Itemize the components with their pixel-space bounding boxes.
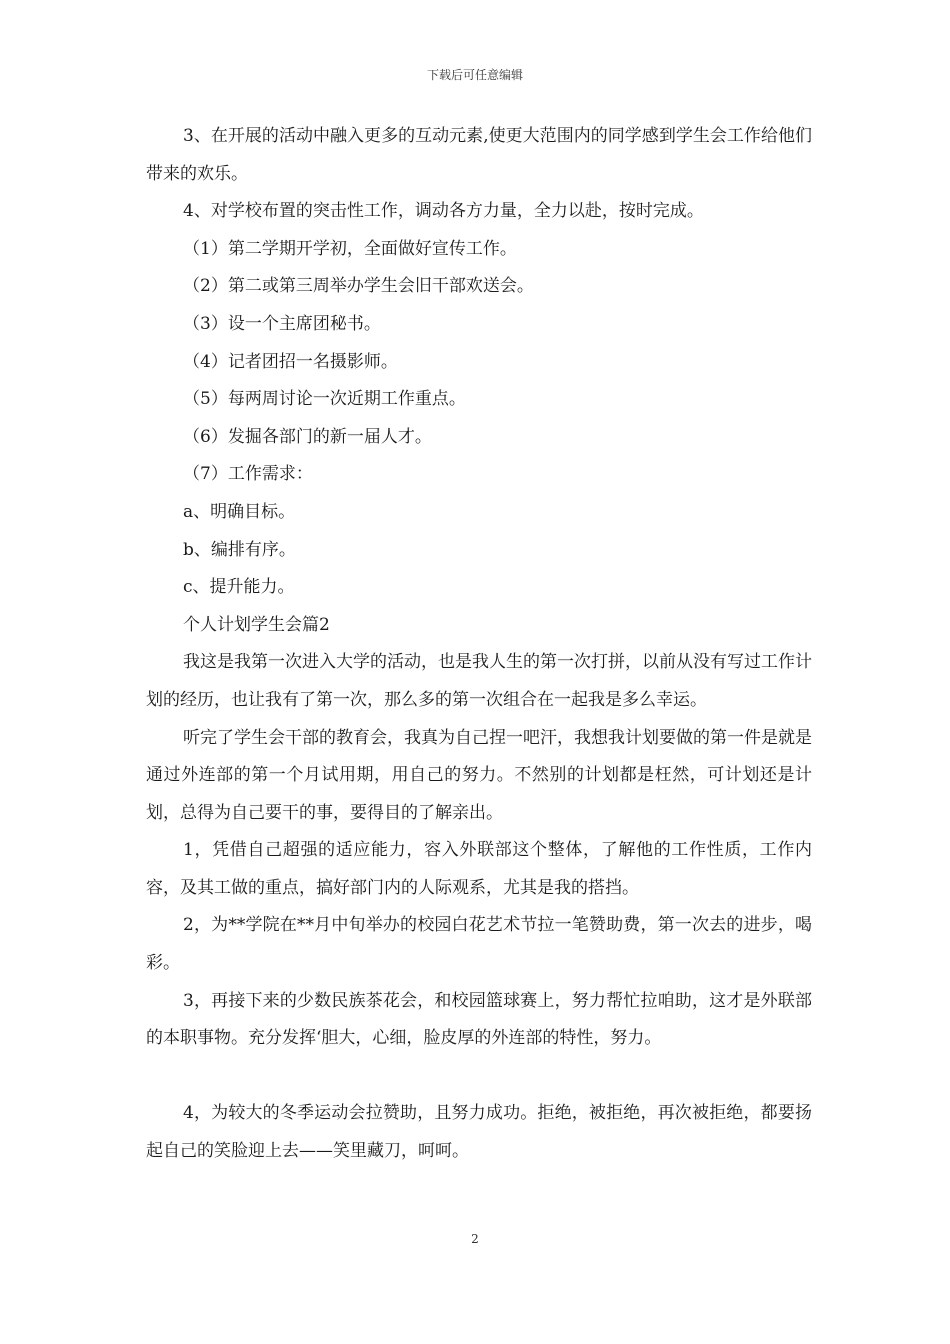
sub-item-c: c、提升能力。 xyxy=(183,577,295,598)
paragraph-plan-3: 3，再接下来的少数民族茶花会，和校园篮球赛上，努力帮忙拉咱助，这才是外联部的本职事物。充分发挥‘胆大，心细，脸皮厚的外连部的特性，努力。 xyxy=(146,990,812,1049)
list-item-5: （5）每两周讨论一次近期工作重点。 xyxy=(183,389,466,410)
page-header: 下载后可任意编辑 xyxy=(426,68,523,82)
list-item-2: （2）第二或第三周举办学生会旧干部欢送会。 xyxy=(183,276,534,297)
sub-item-a: a、明确目标。 xyxy=(183,501,296,522)
paragraph-plan-4: 4，为较大的冬季运动会拉赞助，且努力成功。拒绝，被拒绝，再次被拒绝，都要扬起自己的笑脸迎上去——笑里藏刀，呵呵。 xyxy=(146,1103,812,1162)
list-item-6: （6）发掘各部门的新一届人才。 xyxy=(183,426,432,447)
list-item-7: （7）工作需求： xyxy=(183,464,313,485)
paragraph-plan-2: 2，为**学院在**月中旬举办的校园白花艺术节拉一笔赞助费，第一次去的进步，喝彩。 xyxy=(146,915,812,974)
paragraph-3-interaction: 3、在开展的活动中融入更多的互动元素,使更大范围内的同学感到学生会工作给他们带来的欢乐。 xyxy=(146,126,812,184)
paragraph-plan-1: 1，凭借自己超强的适应能力，容入外联部这个整体，了解他的工作性质，工作内容，及其工做的重点，搞好部门内的人际观系，尤其是我的搭挡。 xyxy=(146,840,812,898)
blank-line xyxy=(146,1058,812,1096)
page-number: 2 xyxy=(471,1232,479,1246)
paragraph-4-urgent-work: 4、对学校布置的突击性工作，调动各方力量，全力以赴，按时完成。 xyxy=(183,201,704,222)
list-item-3: （3）设一个主席团秘书。 xyxy=(183,313,381,334)
paragraph-first-activity: 我这是我第一次进入大学的活动，也是我人生的第一次打拼，以前从没有写过工作计划的经历，也让我有了第一次，那么多的第一次组合在一起我是多么幸运。 xyxy=(146,652,812,710)
list-item-1: （1）第二学期开学初，全面做好宣传工作。 xyxy=(183,238,517,259)
sub-item-b: b、编排有序。 xyxy=(183,539,296,560)
paragraph-education-meeting: 听完了学生会干部的教育会，我真为自己捏一吧汗，我想我计划要做的第一件是就是通过外连部的第一个月试用期，用自己的努力。不然别的计划都是枉然，可计划还是计划，总得为自己要干的事，要得目的了解亲出。 xyxy=(146,727,812,823)
section-heading-2: 个人计划学生会篇2 xyxy=(183,614,330,635)
document-body xyxy=(146,118,812,1171)
list-item-4: （4）记者团招一名摄影师。 xyxy=(183,351,398,372)
